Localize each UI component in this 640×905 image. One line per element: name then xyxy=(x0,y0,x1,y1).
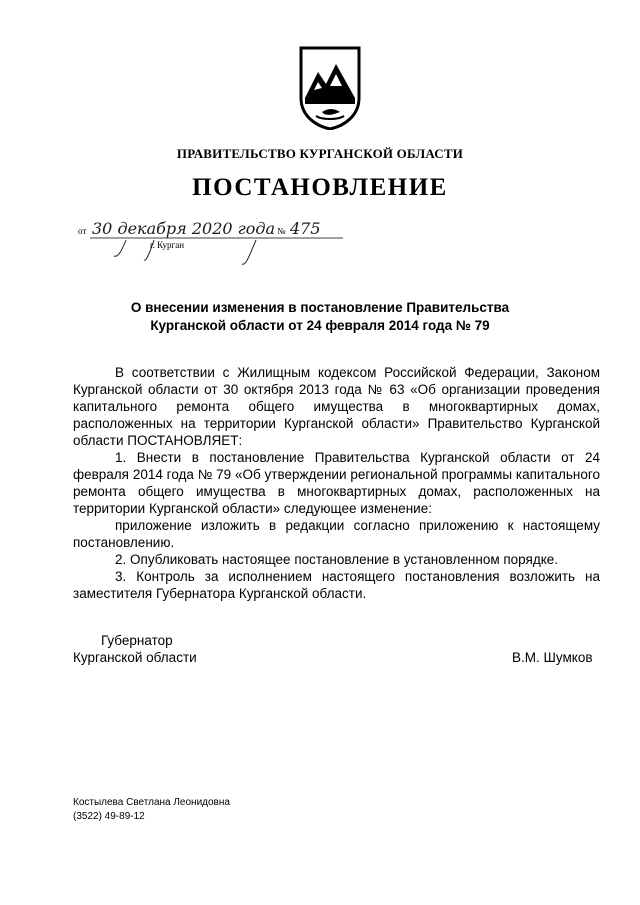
body-paragraph: 1. Внести в постановление Правительства Курганской области от 24 февраля 2014 года № 79 «Об утверждении региональной программы капитального ремонта общего имущества в многоквартирных домах, расположенных на территории Курганской области» следующее изменение: xyxy=(73,450,600,516)
title-line: Курганской области от 24 февраля 2014 года № 79 xyxy=(150,318,490,333)
number-sign: № xyxy=(277,226,286,236)
body-paragraph: 2. Опубликовать настоящее постановление в установленном порядке. xyxy=(115,552,559,567)
body-paragraph: приложение изложить в редакции согласно приложению к настоящему постановлению. xyxy=(73,518,600,550)
handwritten-date: 30 декабря 2020 года xyxy=(92,219,276,238)
signatory-name: В.М. Шумков xyxy=(512,650,593,665)
document-type: ПОСТАНОВЛЕНИЕ xyxy=(192,174,448,201)
body-paragraph: 3. Контроль за исполнением настоящего постановления возложить на заместителя Губернатора Курганской области. xyxy=(73,569,600,601)
signatory-title-line1: Губернатор xyxy=(101,633,173,648)
date-underline xyxy=(88,236,348,276)
contact-block xyxy=(73,796,230,823)
contact-name: Костылева Светлана Леонидовна xyxy=(73,797,230,808)
signatory-title-line2: Курганской области xyxy=(73,650,197,665)
document-body xyxy=(73,364,600,602)
organization-name: ПРАВИТЕЛЬСТВО КУРГАНСКОЙ ОБЛАСТИ xyxy=(176,146,464,161)
contact-phone: (3522) 49-89-12 xyxy=(73,810,145,822)
document-title xyxy=(0,299,640,335)
handwritten-number: 475 xyxy=(290,219,321,238)
date-prefix: от xyxy=(78,226,87,236)
title-line: О внесении изменения в постановление Правительства xyxy=(130,300,510,315)
coat-of-arms-emblem xyxy=(298,46,362,130)
city-label: г. Курган xyxy=(150,240,185,250)
body-paragraph: В соответствии с Жилищным кодексом Российской Федерации, Законом Курганской области от 30 октября 2013 года № 63 «Об организации проведения капитального ремонта общего имущества в многоквартирных домах, расположенных на территории Курганской области» Правительство Курганской области ПОСТАНОВЛЯЕТ: xyxy=(73,365,600,448)
